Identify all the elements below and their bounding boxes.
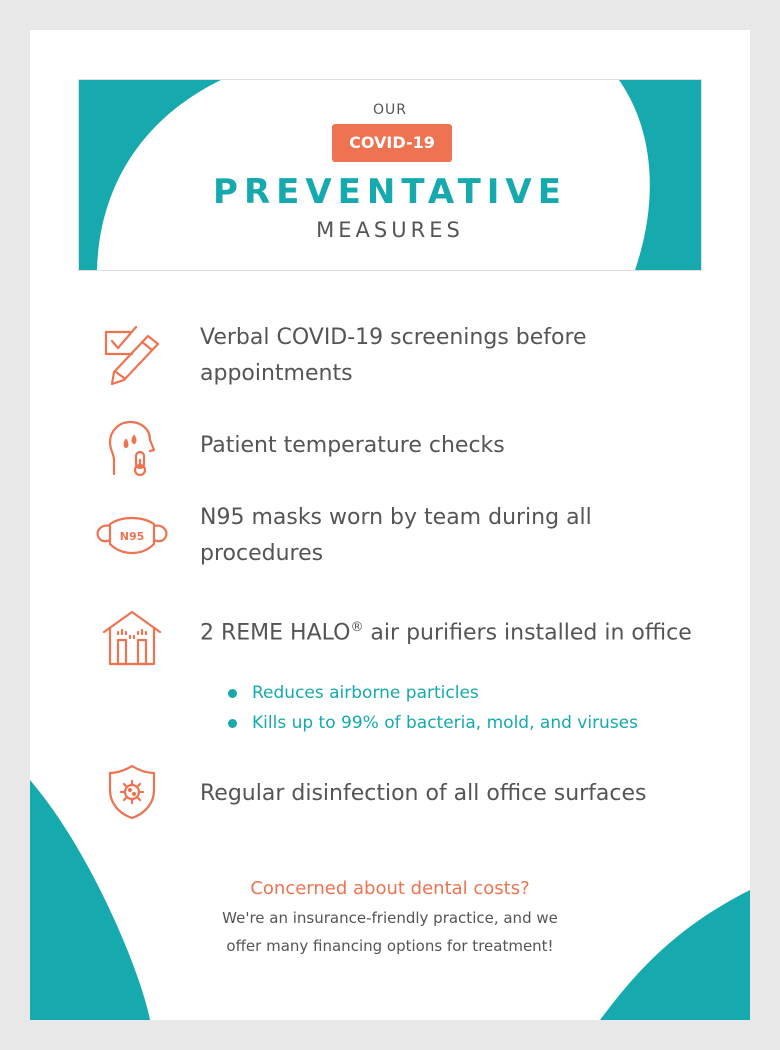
covid-badge: COVID-19 [332,124,452,162]
header-our: OUR [373,102,407,118]
house-air-purifier-icon [102,610,162,666]
footer-question: Concerned about dental costs? [250,878,530,899]
purifier-name: 2 REME HALO [200,620,351,646]
infographic-card [30,30,750,1020]
item-screening-text: Verbal COVID-19 screenings before appointments [200,325,587,386]
checklist-pencil-icon [102,324,164,386]
header-banner [78,79,702,271]
item-purifiers-text [200,610,700,651]
purifier-rest: air purifiers installed in office [363,620,692,646]
shield-virus-icon [108,764,156,820]
header-subtitle: MEASURES [316,218,464,242]
n95-mask-icon [94,512,170,560]
footer-line-1: We're an insurance-friendly practice, and we [222,909,558,927]
item-temperature-text: Patient temperature checks [200,433,505,458]
footer-body [30,904,750,960]
bullet-airborne: Reduces airborne particles [228,678,638,708]
item-masks-text: N95 masks worn by team during all procedures [200,505,592,566]
purifier-bullets [228,678,638,738]
header-title: PREVENTATIVE [213,172,567,212]
bullet-bacteria: Kills up to 99% of bacteria, mold, and viruses [228,708,638,738]
item-disinfection-text: Regular disinfection of all office surfaces [200,781,647,806]
registered-mark: ® [350,620,364,635]
head-thermometer-icon [106,420,160,476]
n95-mask-label: N95 [119,530,145,543]
footer-line-2: offer many financing options for treatment! [226,937,554,955]
